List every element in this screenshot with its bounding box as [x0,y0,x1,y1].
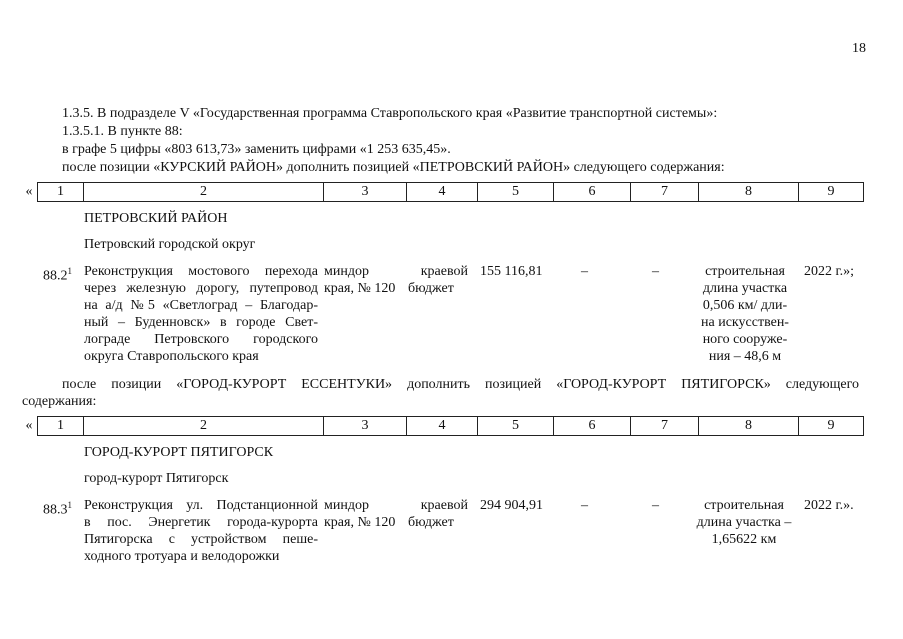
object-name-line: через железную дорогу, путепровод [84,281,318,296]
object-name-line: на а/д №5 «Светлоград – Благодар- [84,298,318,313]
mid-line-1: после позиции «ГОРОД-КУРОРТ ЕССЕНТУКИ» дополнить позицией «ГОРОД-КУРОРТ ПЯТИГОРСК» следующего [62,377,859,392]
column-number: 2 [84,183,324,201]
amount: 155 116,81 [480,264,543,279]
funding-source-line: краевой [420,498,468,513]
capacity-line: строительная [705,264,785,279]
funding-source-line: бюджет [408,281,454,296]
column-number: 9 [827,184,835,199]
intro-line-2: 1.3.5.1. В пункте 88: [62,124,183,139]
year: 2022 г.»; [804,264,855,279]
executor-line: края, № 120 [324,515,396,530]
intro-line-1: 1.3.5. В подразделе V «Государственная программа Ставропольского края «Развитие транспортной системы»: [62,106,718,121]
intro-line-4: после позиции «КУРСКИЙ РАЙОН» дополнить позицией «ПЕТРОВСКИЙ РАЙОН» следующего содержания: [62,160,725,175]
mid-line-2: содержания: [22,394,97,409]
row-number-value: 88.2 [43,268,68,284]
funding-source-line: краевой [420,264,468,279]
column-number-row [37,416,864,436]
opening-quote: « [25,418,33,433]
row-number-value: 88.3 [43,502,68,518]
column-number: 3 [324,417,407,435]
object-name-line: ный – Буденновск» в городе Свет- [84,315,318,330]
executor [324,263,404,297]
amount: 294 904,91 [480,498,543,513]
row-number [43,497,72,519]
object-name [84,263,318,365]
column-number: 8 [699,183,799,201]
object-name [84,497,318,565]
capacity-line: 1,65622 км [711,532,777,547]
district-title: город-курорт Пятигорск [84,471,229,486]
object-name-line: округа Ставропольского края [84,349,259,364]
column-number: 7 [631,183,699,201]
column-6-value: – [581,264,588,279]
column-number: 7 [631,417,699,435]
column-number: 2 [84,417,324,435]
column-number: 4 [407,417,478,435]
capacity-line: 0,506 км/ дли- [702,298,788,313]
object-name-line: Пятигорска с устройством пеше- [84,532,318,547]
column-number: 1 [38,417,84,435]
region-title: ГОРОД-КУРОРТ ПЯТИГОРСК [84,445,274,460]
executor-line: миндор [324,264,369,279]
region-title: ПЕТРОВСКИЙ РАЙОН [84,211,228,226]
capacity-line: длина участка – [696,515,792,530]
funding-source [408,497,468,531]
district-title: Петровский городской округ [84,237,256,252]
column-number: 3 [324,183,407,201]
object-name-line: лограде Петровского городского [84,332,318,347]
column-7-value: – [652,498,659,513]
column-number: 9 [827,418,835,433]
funding-source [408,263,468,297]
column-number: 5 [478,417,554,435]
capacity [694,263,796,365]
funding-source-line: бюджет [408,515,454,530]
intro-line-3: в графе 5 цифры «803 613,73» заменить цифрами «1 253 635,45». [62,142,451,157]
column-number: 1 [38,183,84,201]
column-7-value: – [652,264,659,279]
row-number-superscript: 1 [67,500,72,510]
object-name-line: ходного тротуара и велодорожки [84,549,280,564]
executor-line: края, № 120 [324,281,396,296]
object-name-line: Реконструкция мостового перехода [84,264,318,279]
column-number-header-2 [22,416,862,436]
capacity-line: строительная [704,498,784,513]
executor [324,497,404,531]
row-number-superscript: 1 [67,266,72,276]
capacity-line: на искусствен- [701,315,789,330]
capacity-line: ного сооруже- [702,332,788,347]
column-number-row [37,182,864,202]
opening-quote: « [25,184,33,199]
page-number: 18 [852,41,866,56]
executor-line: миндор [324,498,369,513]
capacity-line: длина участка [702,281,788,296]
year: 2022 г.». [804,498,854,513]
column-number: 8 [699,417,799,435]
column-6-value: – [581,498,588,513]
column-number: 6 [554,417,631,435]
capacity-line: ния – 48,6 м [708,349,782,364]
capacity [688,497,800,548]
object-name-line: в пос. Энергетик города-курорта [84,515,318,530]
column-number-header-1 [22,182,862,202]
column-number: 6 [554,183,631,201]
column-number: 5 [478,183,554,201]
column-number: 4 [407,183,478,201]
object-name-line: Реконструкция ул. Подстанционной [84,498,318,513]
row-number [43,263,72,285]
